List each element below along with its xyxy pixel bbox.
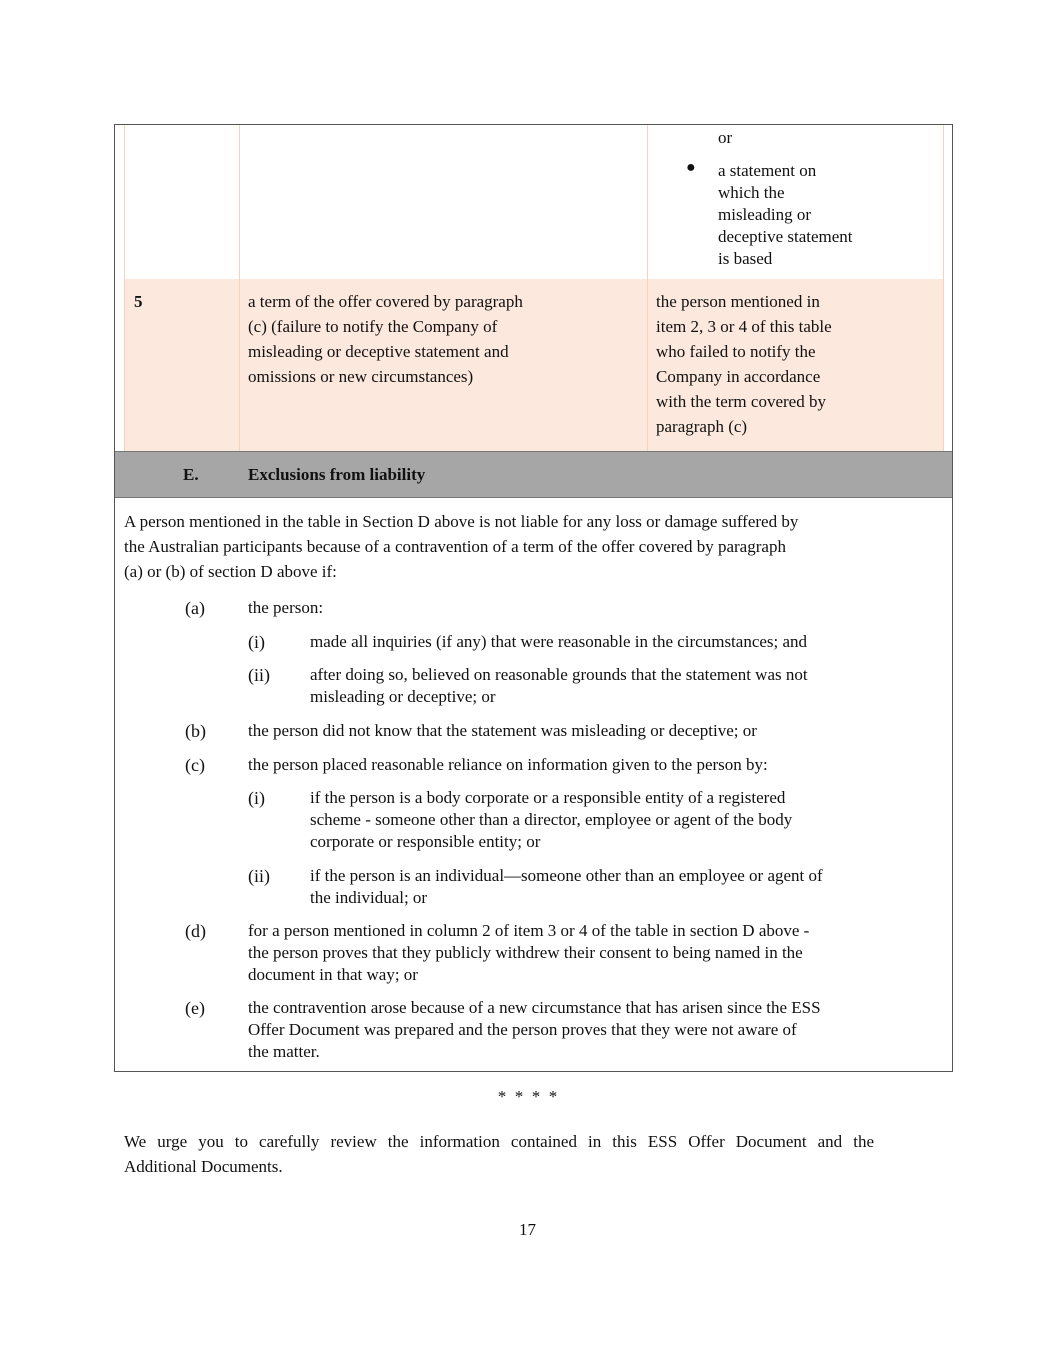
continued-or-text: or — [718, 128, 733, 147]
subitem-text: made all inquiries (if any) that were reasonable in the circumstances; and — [310, 632, 808, 651]
section-title: Exclusions from liability — [248, 465, 426, 484]
row5-col2-line: misleading or deceptive statement and — [248, 342, 509, 361]
item-text: the person placed reasonable reliance on information given to the person by: — [248, 755, 768, 774]
section-header-bar — [115, 451, 952, 498]
item-text: the person: — [248, 598, 324, 617]
item-text: the person proves that they publicly withdrew their consent to being named in the — [248, 943, 803, 962]
table-row-continued — [124, 125, 943, 279]
page-number: 17 — [519, 1220, 536, 1239]
section-number: E. — [183, 465, 199, 484]
closing-line: Additional Documents. — [124, 1157, 283, 1176]
item-text: the matter. — [248, 1042, 320, 1061]
subitem-text: corporate or responsible entity; or — [310, 832, 541, 851]
item-label: (d) — [185, 921, 206, 941]
column-divider — [239, 125, 240, 451]
row5-col2-line: a term of the offer covered by paragraph — [248, 292, 523, 311]
subitem-label: (ii) — [248, 866, 270, 886]
row5-col3-line: with the term covered by — [656, 392, 826, 411]
row5-col2-line: (c) (failure to notify the Company of — [248, 317, 498, 336]
subitem-label: (i) — [248, 788, 265, 808]
intro-line: A person mentioned in the table in Section D above is not liable for any loss or damage suffered by — [124, 512, 799, 531]
subitem-text: scheme - someone other than a director, employee or agent of the body — [310, 810, 793, 829]
bullet-icon: ● — [686, 159, 696, 176]
bullet-line: which the — [718, 183, 785, 202]
subitem-text: if the person is a body corporate or a responsible entity of a registered — [310, 788, 786, 807]
item-label: (e) — [185, 998, 205, 1018]
bullet-line: misleading or — [718, 205, 812, 224]
item-text: for a person mentioned in column 2 of item 3 or 4 of the table in section D above - — [248, 921, 810, 940]
subitem-text: misleading or deceptive; or — [310, 687, 496, 706]
item-text: the person did not know that the statement was misleading or deceptive; or — [248, 721, 757, 740]
row5-col3-line: the person mentioned in — [656, 292, 820, 311]
item-text: the contravention arose because of a new circumstance that has arisen since the ESS — [248, 998, 821, 1017]
row5-col2-line: omissions or new circumstances) — [248, 367, 474, 386]
column-divider — [647, 125, 648, 451]
intro-line: (a) or (b) of section D above if: — [124, 562, 337, 581]
item-label: (b) — [185, 721, 206, 741]
subitem-text: if the person is an individual—someone other than an employee or agent of — [310, 866, 823, 885]
intro-line: the Australian participants because of a contravention of a term of the offer covered by paragraph — [124, 537, 786, 556]
item-text: document in that way; or — [248, 965, 418, 984]
row5-col3-line: who failed to notify the — [656, 342, 816, 361]
section-separator: * * * * — [497, 1087, 558, 1106]
row5-col3-line: paragraph (c) — [656, 417, 748, 436]
subitem-label: (i) — [248, 632, 265, 652]
item-text: Offer Document was prepared and the person proves that they were not aware of — [248, 1020, 797, 1039]
item-label: (a) — [185, 598, 205, 618]
bullet-line: deceptive statement — [718, 227, 853, 246]
subitem-text: the individual; or — [310, 888, 428, 907]
bullet-line: a statement on — [718, 161, 817, 180]
subitem-label: (ii) — [248, 665, 270, 685]
closing-line: We urge you to carefully review the information contained in this ESS Offer Document and the — [124, 1132, 874, 1151]
column-divider — [124, 125, 125, 451]
item-label: (c) — [185, 755, 205, 775]
row5-col3-line: Company in accordance — [656, 367, 821, 386]
bullet-line: is based — [718, 249, 773, 268]
column-divider — [943, 125, 944, 451]
row5-col3-line: item 2, 3 or 4 of this table — [656, 317, 832, 336]
subitem-text: after doing so, believed on reasonable grounds that the statement was not — [310, 665, 808, 684]
row5-item-number: 5 — [134, 292, 143, 311]
